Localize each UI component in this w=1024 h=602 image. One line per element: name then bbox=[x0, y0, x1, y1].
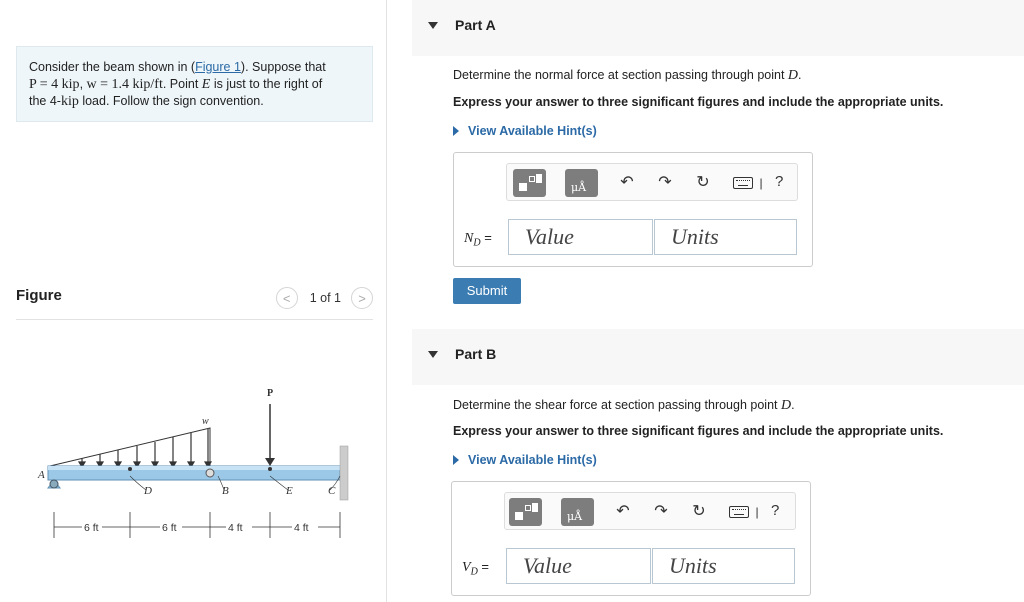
keyboard-icon[interactable] bbox=[729, 506, 749, 518]
submit-button[interactable]: Submit bbox=[453, 278, 521, 304]
keyboard-icon[interactable] bbox=[733, 177, 753, 189]
problem-text: the 4- bbox=[29, 94, 61, 108]
beam-diagram bbox=[30, 380, 360, 545]
question-text: Determine the shear force at section passing through point bbox=[453, 398, 781, 412]
w-value: w = 1.4 kip/ft bbox=[86, 77, 163, 92]
redo-icon[interactable]: ↷ bbox=[658, 174, 672, 191]
problem-statement bbox=[16, 46, 373, 122]
dim-2: 6 ft bbox=[162, 522, 177, 534]
d-label: D bbox=[144, 485, 152, 497]
b-label: B bbox=[222, 485, 229, 497]
p-label: P bbox=[267, 388, 274, 399]
dim-1: 6 ft bbox=[84, 522, 99, 534]
question-point: D bbox=[780, 398, 792, 413]
part-b-answer-box bbox=[451, 481, 811, 596]
part-a-value-input[interactable]: Value bbox=[508, 219, 653, 255]
keyboard-suffix: | bbox=[759, 176, 763, 190]
math-toolbar bbox=[504, 492, 796, 530]
part-a-answer-box bbox=[453, 152, 813, 267]
reset-icon[interactable]: ↻ bbox=[692, 503, 706, 520]
e-label: E bbox=[286, 485, 293, 497]
reset-icon[interactable]: ↻ bbox=[696, 174, 710, 191]
figure-pager bbox=[276, 288, 373, 308]
part-b-units-input[interactable]: Units bbox=[652, 548, 795, 584]
keyboard-suffix: | bbox=[755, 505, 759, 519]
dim-4: 4 ft bbox=[294, 522, 309, 534]
templates-button[interactable] bbox=[513, 169, 546, 197]
figure-title: Figure bbox=[16, 287, 62, 304]
figure-link[interactable]: Figure 1 bbox=[195, 60, 241, 74]
symbols-button[interactable] bbox=[565, 169, 598, 197]
point-e: E bbox=[201, 77, 211, 92]
hint-label: View Available Hint(s) bbox=[468, 124, 597, 138]
a-label: A bbox=[38, 469, 45, 481]
symbols-button[interactable] bbox=[561, 498, 594, 526]
equals: = bbox=[480, 230, 492, 245]
problem-text: is just to the right of bbox=[210, 77, 323, 91]
kip-unit: kip bbox=[60, 94, 79, 109]
var-subscript: D bbox=[470, 566, 478, 578]
collapse-icon[interactable] bbox=[428, 22, 438, 29]
part-a-question bbox=[453, 68, 802, 84]
part-b-question bbox=[453, 398, 795, 414]
problem-line-3 bbox=[29, 93, 360, 110]
symbols-glyph: μÅ bbox=[571, 181, 587, 194]
part-a-hint-link[interactable] bbox=[453, 124, 597, 138]
problem-line-2: P = 4 kip, w = 1.4 kip/ft. Point E is just to the right of bbox=[29, 77, 323, 92]
problem-line-1 bbox=[29, 59, 360, 76]
dim-3: 4 ft bbox=[228, 522, 243, 534]
equals: = bbox=[477, 559, 490, 574]
part-a-variable-label bbox=[464, 230, 492, 249]
figure-page-count: 1 of 1 bbox=[309, 291, 341, 305]
next-figure-button[interactable]: > bbox=[351, 287, 373, 309]
hint-label: View Available Hint(s) bbox=[468, 453, 597, 467]
figure-header bbox=[16, 284, 373, 320]
redo-icon[interactable]: ↷ bbox=[654, 503, 668, 520]
part-b-variable-label bbox=[462, 559, 489, 578]
problem-text: ). Suppose that bbox=[240, 60, 326, 74]
part-a-instruction: Express your answer to three significant figures and include the appropriate units. bbox=[453, 95, 944, 109]
beam-figure bbox=[30, 380, 360, 545]
help-icon[interactable]: ? bbox=[771, 502, 780, 519]
part-b-instruction: Express your answer to three significant figures and include the appropriate units. bbox=[453, 424, 944, 438]
var-symbol: N bbox=[464, 231, 474, 246]
caret-right-icon bbox=[453, 126, 459, 136]
undo-icon[interactable]: ↶ bbox=[620, 174, 634, 191]
right-panel bbox=[412, 0, 1024, 602]
part-a-title: Part A bbox=[455, 17, 496, 33]
w-label: w bbox=[202, 416, 209, 427]
symbols-glyph: μÅ bbox=[567, 510, 583, 523]
problem-text: Consider the beam shown in ( bbox=[29, 60, 196, 74]
question-end: . bbox=[791, 398, 795, 412]
var-symbol: V bbox=[462, 560, 471, 575]
caret-right-icon bbox=[453, 455, 459, 465]
p-value: P = 4 kip bbox=[29, 77, 80, 92]
left-panel bbox=[0, 0, 387, 602]
part-b-value-input[interactable]: Value bbox=[506, 548, 651, 584]
part-b-header[interactable] bbox=[412, 329, 1024, 385]
question-end: . bbox=[798, 68, 802, 82]
question-point: D bbox=[787, 68, 799, 83]
math-toolbar bbox=[506, 163, 798, 201]
part-a-units-input[interactable]: Units bbox=[654, 219, 797, 255]
var-subscript: D bbox=[473, 237, 481, 249]
problem-text: . Point bbox=[162, 77, 202, 91]
help-icon[interactable]: ? bbox=[775, 173, 784, 190]
part-b-hint-link[interactable] bbox=[453, 453, 597, 467]
undo-icon[interactable]: ↶ bbox=[616, 503, 630, 520]
collapse-icon[interactable] bbox=[428, 351, 438, 358]
templates-button[interactable] bbox=[509, 498, 542, 526]
part-b-title: Part B bbox=[455, 346, 497, 362]
c-label: C bbox=[328, 485, 336, 497]
question-text: Determine the normal force at section passing through point bbox=[453, 68, 788, 82]
part-a-header[interactable] bbox=[412, 0, 1024, 56]
prev-figure-button[interactable]: < bbox=[276, 287, 298, 309]
problem-text: load. Follow the sign convention. bbox=[78, 94, 264, 108]
